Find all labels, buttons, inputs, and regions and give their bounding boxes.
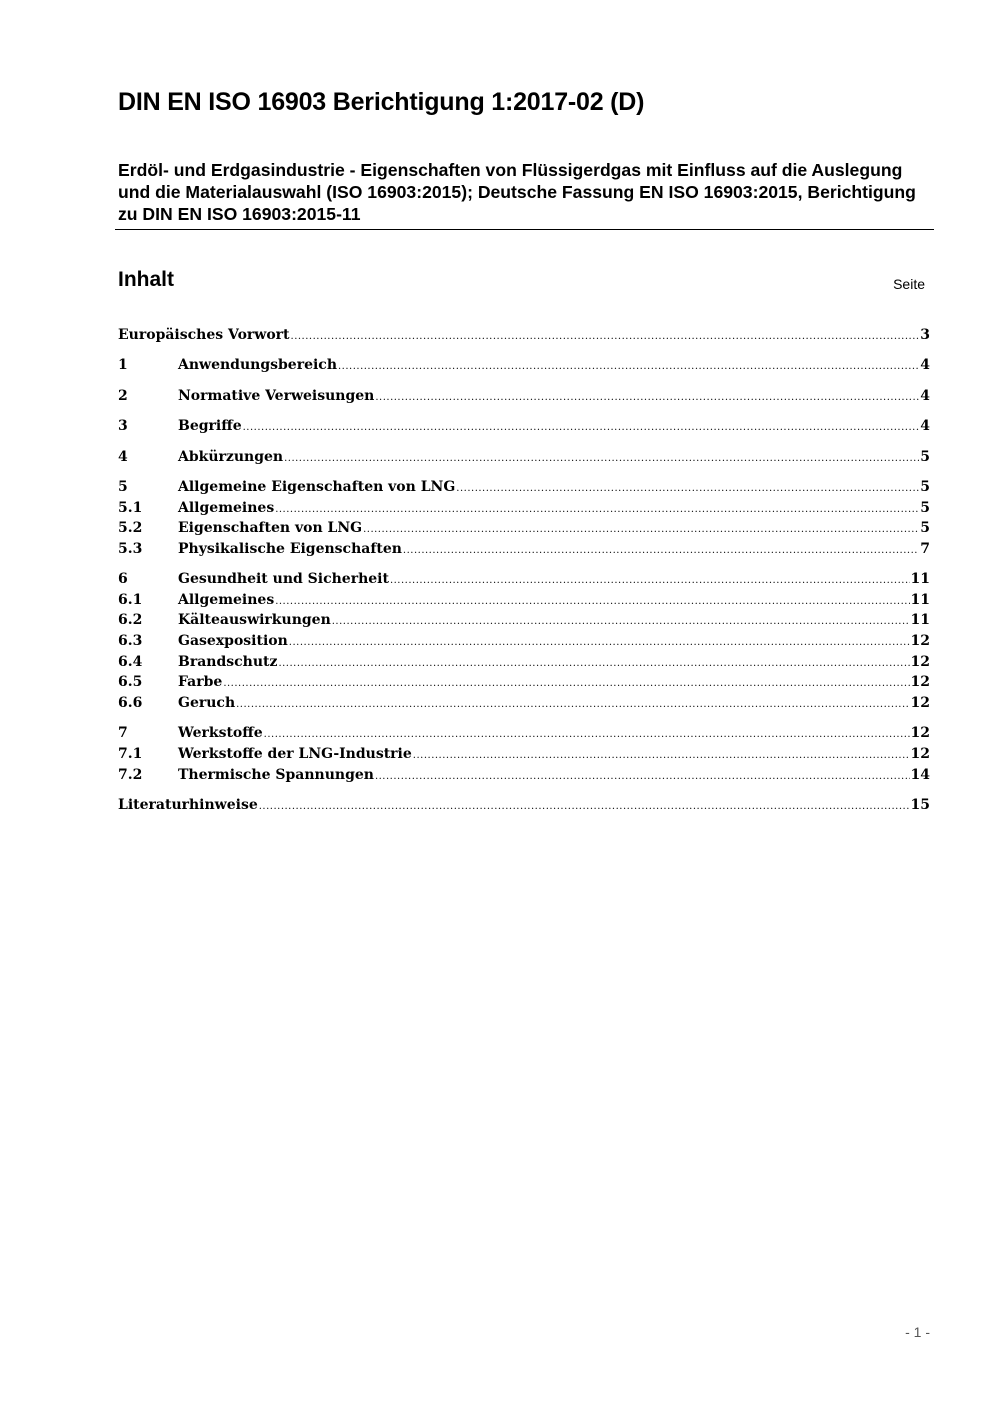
toc-entry[interactable] (118, 672, 930, 692)
toc-entry-number: 5.1 (118, 500, 143, 516)
toc-dot-leader (275, 592, 909, 612)
toc-entry-number: 7.1 (118, 746, 143, 762)
toc-entry[interactable] (118, 416, 930, 436)
toc-entry-page: 11 (910, 612, 930, 628)
page-number: - 1 - (905, 1324, 930, 1340)
page-column-label: Seite (893, 276, 925, 292)
toc-dot-leader (275, 500, 919, 520)
toc-entry-title: Gesundheit und Sicherheit (178, 571, 389, 587)
toc-entry-page: 15 (910, 797, 930, 813)
toc-entry[interactable] (118, 744, 930, 764)
toc-dot-leader (390, 571, 910, 591)
document-title: DIN EN ISO 16903 Berichtigung 1:2017-02 (D) (118, 88, 645, 116)
toc-entry-number: 6.5 (118, 674, 143, 690)
toc-entry-title: Geruch (178, 695, 236, 711)
toc-entry-title: Werkstoffe (178, 725, 263, 741)
toc-entry-page: 12 (910, 674, 930, 690)
toc-entry-number: 6.2 (118, 612, 143, 628)
toc-entry-title: Abkürzungen (178, 449, 284, 465)
toc-dot-leader (291, 327, 920, 347)
toc-entry-title: Gasexposition (178, 633, 288, 649)
toc-entry-number: 4 (118, 449, 128, 465)
toc-entry-number: 2 (118, 388, 128, 404)
toc-entry[interactable] (118, 693, 930, 713)
toc-dot-leader (456, 479, 919, 499)
toc-entry-number: 3 (118, 418, 128, 434)
toc-entry[interactable] (118, 610, 930, 630)
toc-entry[interactable] (118, 569, 930, 589)
toc-dot-leader (259, 797, 910, 817)
toc-entry-page: 12 (910, 633, 930, 649)
toc-entry-number: 6.3 (118, 633, 143, 649)
toc-entry-page: 7 (920, 541, 930, 557)
toc-entry[interactable] (118, 590, 930, 610)
toc-entry-title: Begriffe (178, 418, 242, 434)
toc-entry-title: Europäisches Vorwort (118, 327, 290, 343)
toc-entry-title: Allgemeines (178, 500, 275, 516)
toc-dot-leader (236, 695, 909, 715)
toc-entry-title: Allgemeine Eigenschaften von LNG (178, 479, 456, 495)
toc-dot-leader (289, 633, 910, 653)
toc-dot-leader (278, 654, 909, 674)
toc-entry-page: 14 (910, 767, 930, 783)
toc-entry-number: 5 (118, 479, 128, 495)
toc-entry-title: Physikalische Eigenschaften (178, 541, 402, 557)
toc-entry-title: Kälteauswirkungen (178, 612, 331, 628)
toc-entry-number: 6.1 (118, 592, 143, 608)
toc-entry-number: 5.3 (118, 541, 143, 557)
subtitle-divider (115, 229, 934, 230)
toc-entry-page: 12 (910, 654, 930, 670)
toc-entry[interactable] (118, 539, 930, 559)
toc-entry-page: 5 (920, 500, 930, 516)
toc-entry-title: Werkstoffe der LNG-Industrie (178, 746, 412, 762)
toc-dot-leader (375, 767, 910, 787)
toc-entry-title: Normative Verweisungen (178, 388, 375, 404)
toc-dot-leader (403, 541, 919, 561)
toc-heading: Inhalt (118, 268, 174, 291)
toc-entry-number: 5.2 (118, 520, 143, 536)
toc-entry[interactable] (118, 447, 930, 467)
toc-entry-page: 4 (920, 388, 930, 404)
toc-entry-number: 6.6 (118, 695, 143, 711)
toc-entry-page: 3 (920, 327, 930, 343)
toc-entry[interactable] (118, 386, 930, 406)
toc-entry-title: Farbe (178, 674, 223, 690)
toc-entry-page: 5 (920, 449, 930, 465)
toc-entry[interactable] (118, 631, 930, 651)
toc-dot-leader (413, 746, 910, 766)
toc-dot-leader (363, 520, 919, 540)
toc-entry[interactable] (118, 795, 930, 815)
toc-entry-title: Thermische Spannungen (178, 767, 374, 783)
toc-entry-page: 11 (910, 592, 930, 608)
toc-entry[interactable] (118, 723, 930, 743)
document-subtitle: Erdöl- und Erdgasindustrie - Eigenschaften von Flüssigerdgas mit Einfluss auf die Auslegung und die Materialauswahl (ISO 16903:2015); Deutsche Fassung EN ISO 16903:2015, Berichtigung zu DIN EN ISO 16903:2015-11 (118, 160, 916, 224)
toc-entry[interactable] (118, 518, 930, 538)
toc-entry[interactable] (118, 498, 930, 518)
toc-entry-page: 4 (920, 418, 930, 434)
toc-entry-page: 4 (920, 357, 930, 373)
toc-entry[interactable] (118, 765, 930, 785)
toc-dot-leader (284, 449, 919, 469)
toc-entry-page: 5 (920, 520, 930, 536)
toc-dot-leader (332, 612, 910, 632)
toc-entry-page: 5 (920, 479, 930, 495)
toc-entry-number: 7 (118, 725, 128, 741)
toc-entry-title: Anwendungsbereich (178, 357, 337, 373)
toc-entry-title: Literaturhinweise (118, 797, 258, 813)
toc-entry-number: 6 (118, 571, 128, 587)
toc-entry[interactable] (118, 355, 930, 375)
toc-entry-page: 12 (910, 695, 930, 711)
toc-entry-number: 7.2 (118, 767, 143, 783)
toc-entry-title: Allgemeines (178, 592, 275, 608)
toc-dot-leader (264, 725, 910, 745)
toc-entry-page: 12 (910, 725, 930, 741)
toc-entry-number: 1 (118, 357, 128, 373)
toc-entry-title: Eigenschaften von LNG (178, 520, 363, 536)
toc-entry-page: 12 (910, 746, 930, 762)
toc-entry-title: Brandschutz (178, 654, 278, 670)
toc-entry[interactable] (118, 477, 930, 497)
toc-entry-number: 6.4 (118, 654, 143, 670)
toc-entry[interactable] (118, 652, 930, 672)
toc-entry[interactable] (118, 325, 930, 345)
toc-dot-leader (243, 418, 920, 438)
toc-dot-leader (223, 674, 909, 694)
toc-dot-leader (338, 357, 919, 377)
toc-dot-leader (375, 388, 919, 408)
toc-entry-page: 11 (910, 571, 930, 587)
